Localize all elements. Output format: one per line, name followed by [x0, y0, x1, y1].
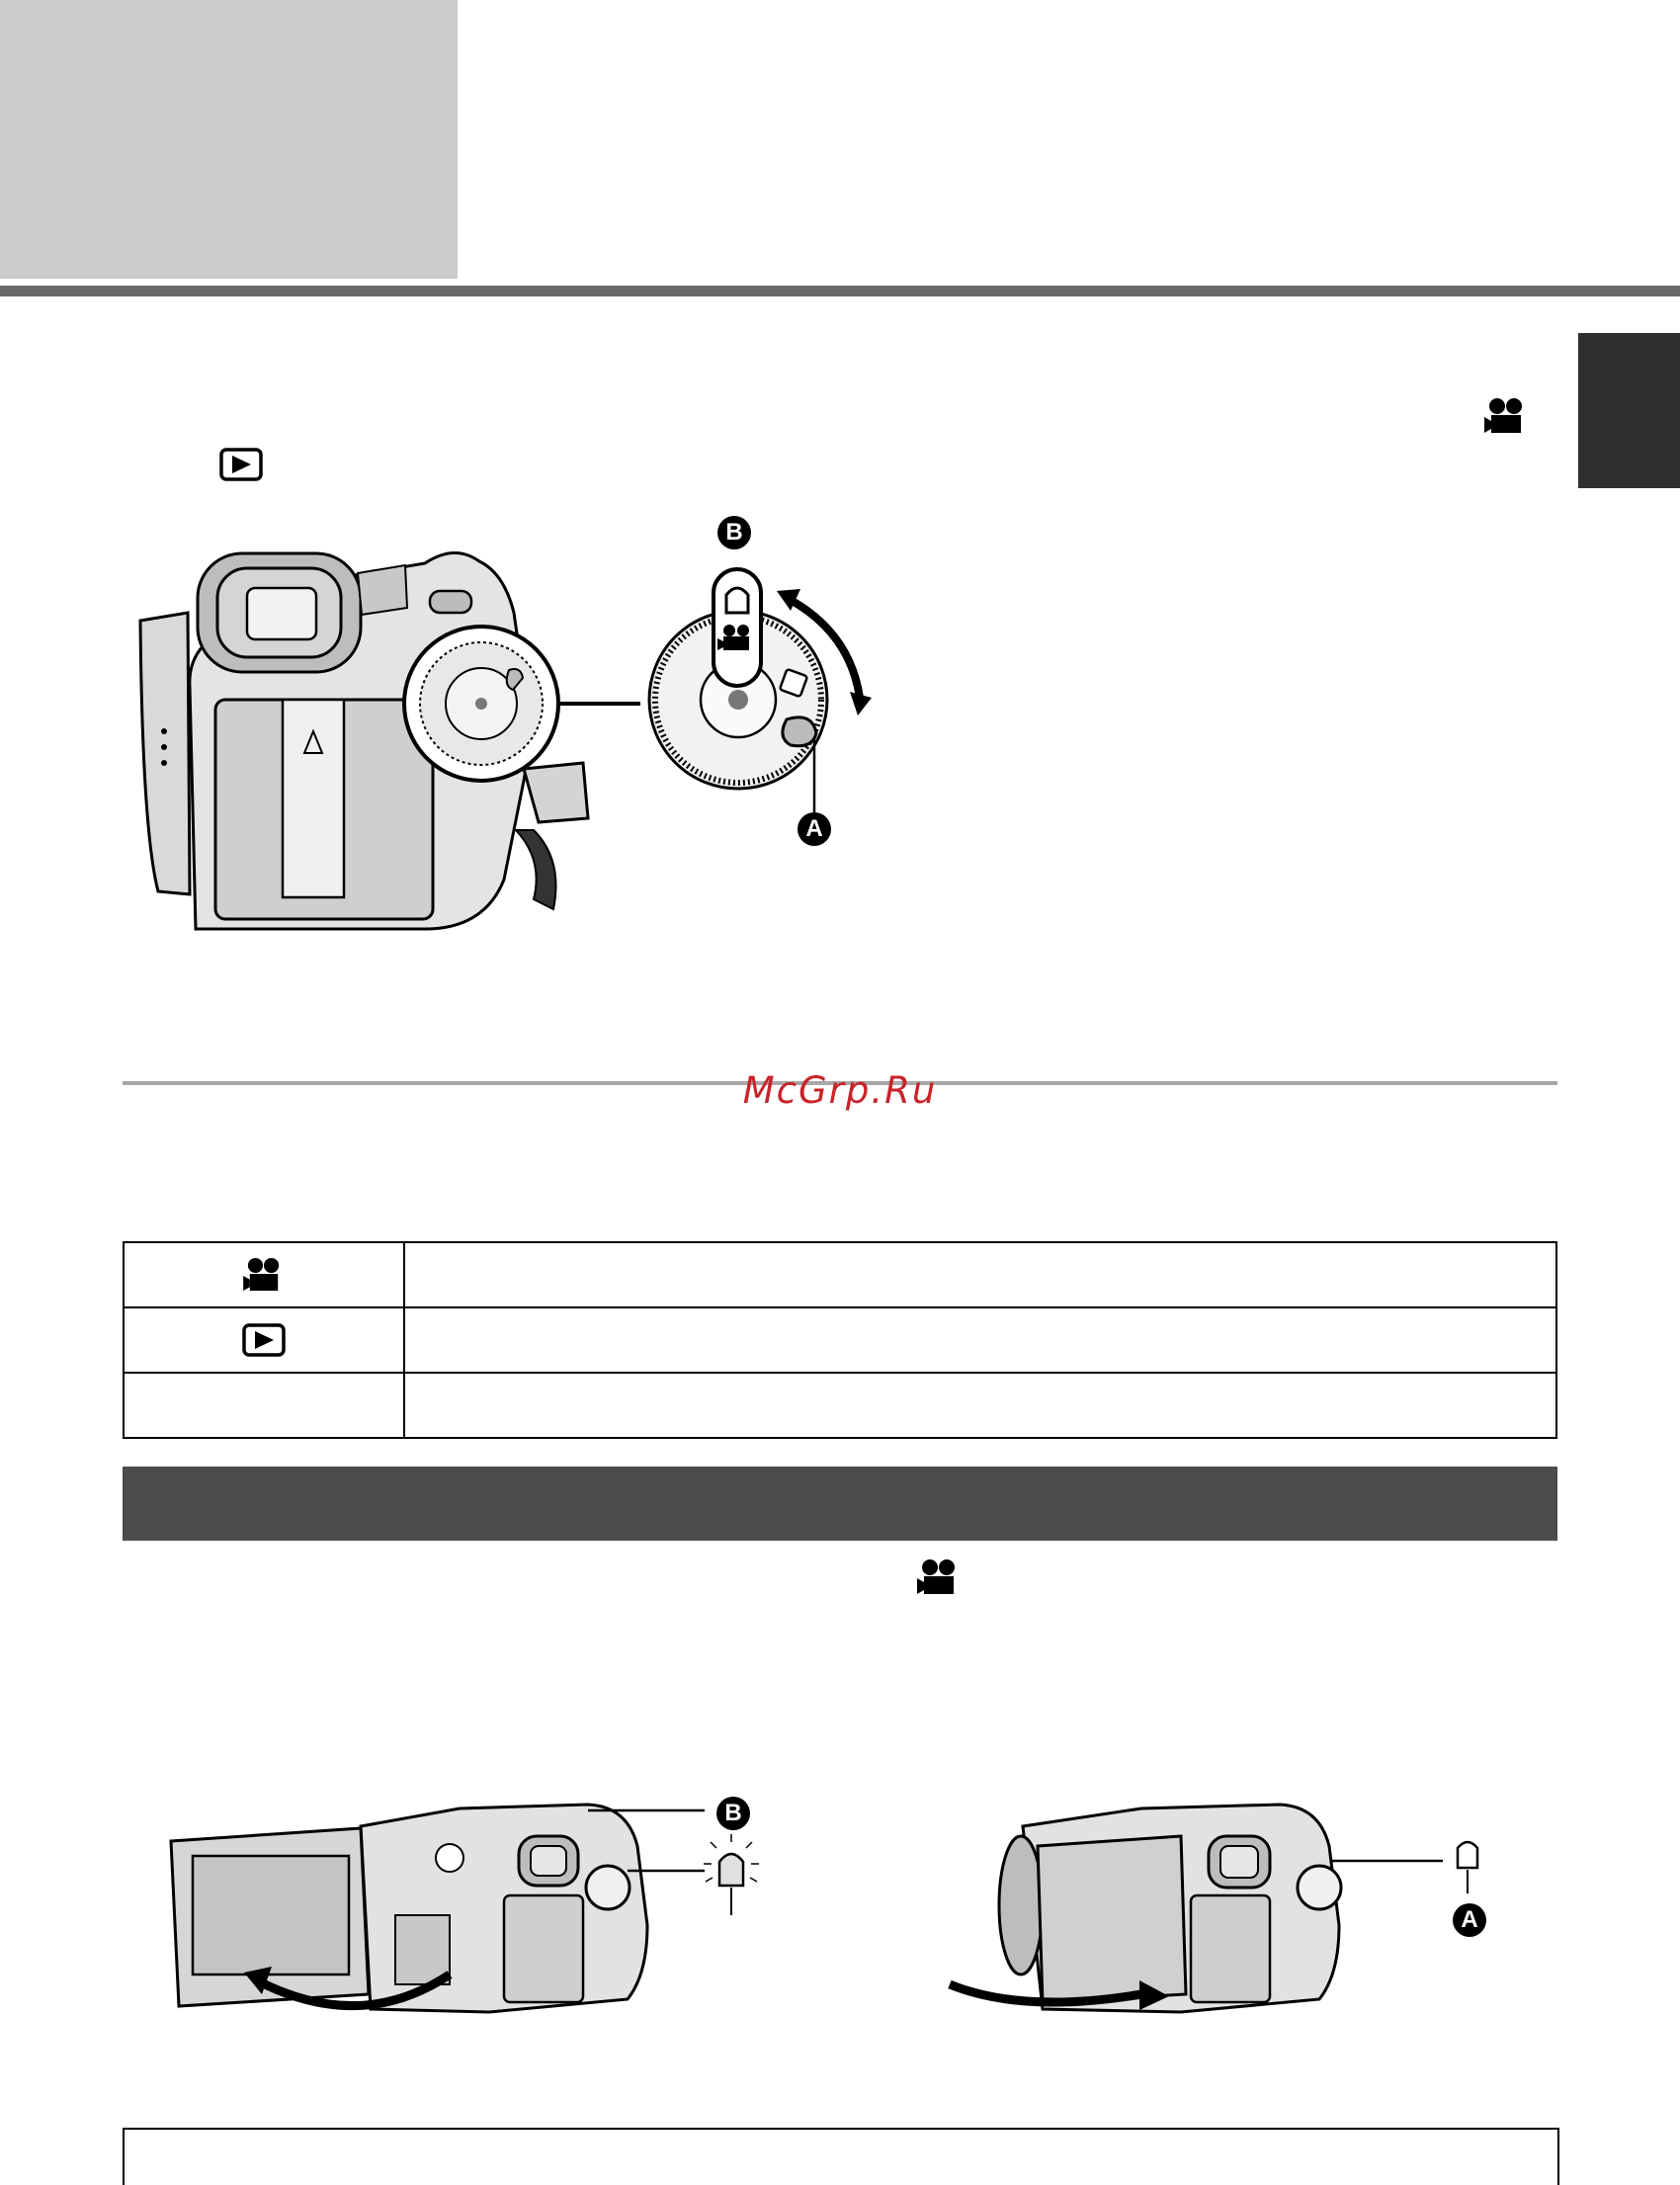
camcorder-lcd-closed-illustration — [944, 1787, 1497, 2044]
mode-icon-cell — [124, 1307, 404, 1373]
table-row — [124, 1242, 1556, 1307]
mode-description-cell — [404, 1242, 1556, 1307]
note-box — [123, 2128, 1559, 2185]
header-block — [0, 0, 458, 279]
table-row — [124, 1307, 1556, 1373]
mode-icon-cell — [124, 1373, 404, 1438]
watermark: McGrp.Ru — [742, 1069, 938, 1112]
play-icon — [242, 1323, 286, 1357]
movie-camera-icon — [1484, 397, 1528, 435]
section-side-tab — [1578, 333, 1680, 488]
table-row — [124, 1373, 1556, 1438]
movie-camera-icon — [917, 1558, 961, 1596]
section-heading-bar — [123, 1467, 1557, 1541]
mode-table — [123, 1241, 1557, 1439]
mode-description-cell — [404, 1307, 1556, 1373]
camcorder-lcd-open-illustration — [163, 1787, 796, 2044]
movie-camera-icon — [243, 1257, 285, 1293]
callout-a: A — [1453, 1903, 1486, 1937]
play-icon — [219, 448, 263, 481]
mode-icon-cell — [124, 1242, 404, 1307]
header-rule — [0, 286, 1680, 296]
callout-b: B — [716, 1797, 750, 1830]
camcorder-mode-dial-illustration — [128, 504, 880, 939]
callout-b: B — [717, 516, 751, 549]
callout-a: A — [798, 812, 831, 846]
mode-description-cell — [404, 1373, 1556, 1438]
